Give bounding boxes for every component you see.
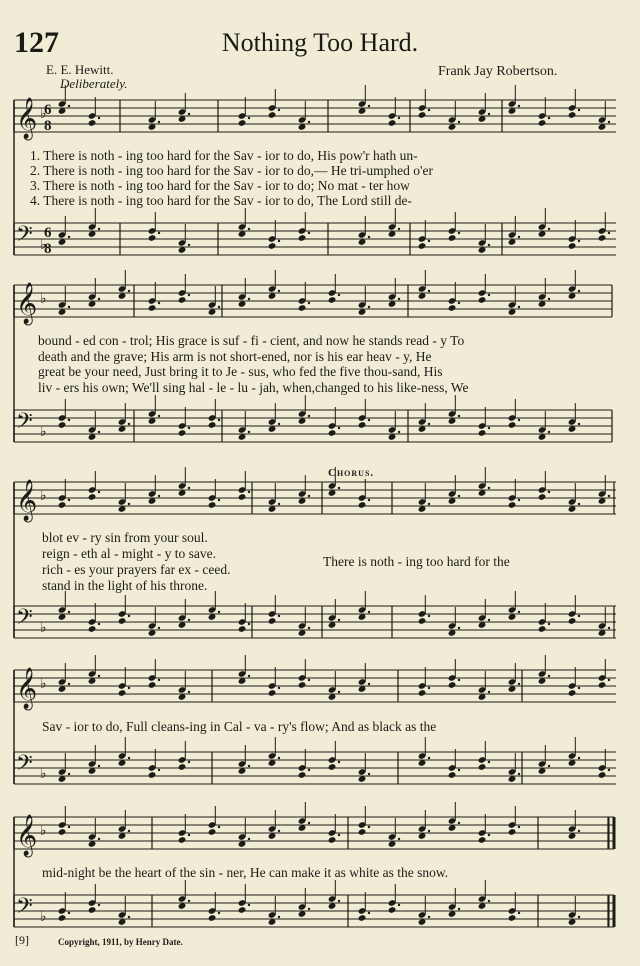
augmentation-dot [308,121,310,123]
augmentation-dot [338,834,340,836]
note-head [508,501,517,509]
augmentation-dot [428,916,430,918]
note-head [538,493,547,501]
note-head [298,771,307,779]
augmentation-dot [218,611,220,613]
augmentation-dot [518,306,520,308]
flat-key-signature-icon: ♭ [40,424,47,440]
augmentation-dot [128,830,130,832]
flat-key-signature-icon: ♭ [40,909,47,925]
note-head [448,681,457,689]
augmentation-dot [368,912,370,914]
augmentation-dot [188,244,190,246]
augmentation-dot [488,834,490,836]
note-head [178,429,187,437]
augmentation-dot [68,773,70,775]
augmentation-dot [458,769,460,771]
note-head [298,681,307,689]
augmentation-dot [68,236,70,238]
augmentation-dot [398,117,400,119]
augmentation-dot [488,427,490,429]
augmentation-dot [98,298,100,300]
augmentation-dot [368,683,370,685]
augmentation-dot [488,761,490,763]
augmentation-dot [98,431,100,433]
augmentation-dot [188,427,190,429]
augmentation-dot [518,611,520,613]
augmentation-dot [368,419,370,421]
augmentation-dot [368,826,370,828]
augmentation-dot [368,611,370,613]
note-head [148,234,157,242]
augmentation-dot [578,109,580,111]
note-head [238,493,247,501]
note-head [148,304,157,312]
augmentation-dot [398,838,400,840]
augmentation-dot [188,619,190,621]
augmentation-dot [218,826,220,828]
note-head [388,906,397,914]
note-head [538,625,547,633]
augmentation-dot [428,687,430,689]
augmentation-dot [428,109,430,111]
note-head [148,681,157,689]
augmentation-dot [608,232,610,234]
note-head [508,828,517,836]
verse-1-line-3: blot ev - ry sin from your soul. [42,530,208,545]
note-head [58,421,67,429]
augmentation-dot [578,687,580,689]
augmentation-dot [428,503,430,505]
note-head [238,906,247,914]
augmentation-dot [578,757,580,759]
note-head [178,836,187,844]
note-head [418,617,427,625]
augmentation-dot [608,495,610,497]
augmentation-dot [458,121,460,123]
augmentation-dot [308,495,310,497]
augmentation-dot [338,427,340,429]
augmentation-dot [278,423,280,425]
tempo-marking: Deliberately. [60,76,128,91]
verse-4-line-1: 4. There is noth - ing too hard for the Sav - ior to do, The Lord still de- [30,193,412,208]
augmentation-dot [248,298,250,300]
time-signature-numerator: 6 [44,225,52,241]
verse-3-line-2: great be your need, Just bring it to Je - sus, who fed the five thou-sand, His [38,364,443,379]
note-head [448,234,457,242]
note-head [178,763,187,771]
note-head [148,771,157,779]
augmentation-dot [518,773,520,775]
bass-clef-icon: 𝄢 [16,409,33,439]
augmentation-dot [578,916,580,918]
note-head [268,689,277,697]
augmentation-dot [458,908,460,910]
flat-key-signature-icon: ♭ [40,823,47,839]
augmentation-dot [158,415,160,417]
augmentation-dot [548,117,550,119]
treble-clef-icon: 𝄞 [16,98,38,139]
augmentation-dot [278,830,280,832]
augmentation-dot [308,908,310,910]
note-head [208,501,217,509]
note-head [598,681,607,689]
note-head [508,421,517,429]
augmentation-dot [398,298,400,300]
note-head [88,493,97,501]
augmentation-dot [578,240,580,242]
augmentation-dot [398,431,400,433]
treble-clef-icon: 𝄞 [16,668,38,709]
augmentation-dot [548,431,550,433]
augmentation-dot [518,912,520,914]
note-head [478,836,487,844]
augmentation-dot [548,623,550,625]
augmentation-dot [578,503,580,505]
author-credit: E. E. Hewitt. [46,62,114,77]
note-head [208,914,217,922]
augmentation-dot [578,830,580,832]
note-head [358,828,367,836]
augmentation-dot [458,679,460,681]
augmentation-dot [428,757,430,759]
note-head [88,906,97,914]
augmentation-dot [308,679,310,681]
augmentation-dot [608,769,610,771]
augmentation-dot [158,232,160,234]
note-head [358,501,367,509]
flat-key-signature-icon: ♭ [40,676,47,692]
note-head [88,119,97,127]
augmentation-dot [338,761,340,763]
note-head [178,296,187,304]
verse-2-line-3: reign - eth al - might - y to save. [42,546,216,561]
augmentation-dot [458,822,460,824]
verse-1-line-2: bound - ed con - trol; His grace is suf - fi - cient, and now he stands read - y To [38,333,465,348]
augmentation-dot [338,900,340,902]
augmentation-dot [188,294,190,296]
augmentation-dot [278,757,280,759]
augmentation-dot [368,499,370,501]
augmentation-dot [458,232,460,234]
note-head [298,304,307,312]
note-head [478,763,487,771]
note-head [208,421,217,429]
note-head [418,242,427,250]
note-head [328,836,337,844]
augmentation-dot [578,615,580,617]
augmentation-dot [248,623,250,625]
note-head [268,111,277,119]
augmentation-dot [488,619,490,621]
augmentation-dot [248,904,250,906]
augmentation-dot [278,290,280,292]
note-head [328,763,337,771]
augmentation-dot [458,415,460,417]
note-head [598,771,607,779]
augmentation-dot [158,121,160,123]
augmentation-dot [68,419,70,421]
augmentation-dot [248,117,250,119]
augmentation-dot [128,423,130,425]
chorus-line-3: mid-night be the heart of the sin - ner, He can make it as white as the snow. [42,865,449,880]
note-head [418,111,427,119]
note-head [238,625,247,633]
note-head [58,501,67,509]
flat-key-signature-icon: ♭ [40,766,47,782]
augmentation-dot [548,675,550,677]
augmentation-dot [278,503,280,505]
treble-clef-icon: 𝄞 [16,815,38,856]
note-head [118,689,127,697]
augmentation-dot [338,691,340,693]
augmentation-dot [428,240,430,242]
augmentation-dot [488,294,490,296]
hymn-number: 127 [14,26,59,59]
augmentation-dot [608,121,610,123]
flat-key-signature-icon: ♭ [40,237,47,253]
augmentation-dot [188,691,190,693]
augmentation-dot [278,615,280,617]
augmentation-dot [458,495,460,497]
augmentation-dot [578,423,580,425]
augmentation-dot [68,683,70,685]
augmentation-dot [398,228,400,230]
augmentation-dot [488,691,490,693]
augmentation-dot [188,487,190,489]
augmentation-dot [368,236,370,238]
augmentation-dot [68,105,70,107]
augmentation-dot [248,765,250,767]
note-head [568,617,577,625]
augmentation-dot [278,687,280,689]
augmentation-dot [368,773,370,775]
augmentation-dot [338,619,340,621]
augmentation-dot [158,302,160,304]
augmentation-dot [68,611,70,613]
augmentation-dot [98,491,100,493]
copyright-notice: Copyright, 1911, by Henry Date. [58,937,183,947]
augmentation-dot [428,423,430,425]
augmentation-dot [368,105,370,107]
note-head [478,296,487,304]
note-head [88,625,97,633]
augmentation-dot [158,769,160,771]
augmentation-dot [98,838,100,840]
augmentation-dot [518,105,520,107]
augmentation-dot [218,499,220,501]
augmentation-dot [278,916,280,918]
augmentation-dot [158,627,160,629]
composer-credit: Frank Jay Robertson. [438,64,558,79]
bass-clef-icon: 𝄢 [16,751,33,781]
augmentation-dot [68,912,70,914]
augmentation-dot [278,240,280,242]
augmentation-dot [488,113,490,115]
augmentation-dot [188,761,190,763]
augmentation-dot [98,228,100,230]
note-head [568,689,577,697]
augmentation-dot [158,679,160,681]
flat-key-signature-icon: ♭ [40,106,47,122]
augmentation-dot [128,916,130,918]
augmentation-dot [68,826,70,828]
augmentation-dot [248,675,250,677]
augmentation-dot [518,419,520,421]
augmentation-dot [248,431,250,433]
verse-4-line-2: liv - ers his own; We'll sing hal - le - lu - jah, when,changed to his like-ness, We [38,380,469,395]
augmentation-dot [98,623,100,625]
time-signature-denominator: 8 [44,118,52,134]
note-head [418,689,427,697]
treble-clef-icon: 𝄞 [16,283,38,324]
augmentation-dot [248,228,250,230]
page-number: [9] [15,933,29,947]
augmentation-dot [98,675,100,677]
augmentation-dot [158,495,160,497]
augmentation-dot [458,302,460,304]
note-head [58,914,67,922]
augmentation-dot [338,487,340,489]
verse-3-line-1: 3. There is noth - ing too hard for the Sav - ior to do; No mat - ter how [30,178,410,193]
chorus-line-2: Sav - ior to do, Full cleans-ing in Cal - va - ry's flow; And as black as the [42,719,437,734]
augmentation-dot [278,109,280,111]
augmentation-dot [128,687,130,689]
augmentation-dot [218,912,220,914]
augmentation-dot [488,487,490,489]
augmentation-dot [188,900,190,902]
note-head [328,429,337,437]
note-head [238,119,247,127]
flat-key-signature-icon: ♭ [40,488,47,504]
note-head [568,111,577,119]
note-head [328,296,337,304]
augmentation-dot [248,491,250,493]
augmentation-dot [458,627,460,629]
verse-2-line-2: death and the grave; His arm is not short-ened, nor is his ear heav - y, He [38,349,432,364]
augmentation-dot [218,419,220,421]
bass-clef-icon: 𝄢 [16,222,33,252]
augmentation-dot [308,302,310,304]
augmentation-dot [428,830,430,832]
note-head [508,914,517,922]
augmentation-dot [488,900,490,902]
augmentation-dot [308,627,310,629]
augmentation-dot [608,679,610,681]
treble-clef-icon: 𝄞 [16,480,38,521]
augmentation-dot [188,113,190,115]
augmentation-dot [98,765,100,767]
note-head [58,828,67,836]
time-signature-denominator: 8 [44,241,52,257]
note-head [568,242,577,250]
augmentation-dot [368,306,370,308]
augmentation-dot [548,765,550,767]
augmentation-dot [308,769,310,771]
bass-clef-icon: 𝄢 [16,894,33,924]
augmentation-dot [428,290,430,292]
augmentation-dot [128,615,130,617]
note-head [598,234,607,242]
augmentation-dot [188,834,190,836]
chorus-label: Chorus. [328,467,375,479]
flat-key-signature-icon: ♭ [40,620,47,636]
note-head [388,119,397,127]
augmentation-dot [398,904,400,906]
augmentation-dot [128,290,130,292]
note-head [298,234,307,242]
verse-1-line-1: 1. There is noth - ing too hard for the Sav - ior to do, His pow'r hath un- [30,148,418,163]
augmentation-dot [98,117,100,119]
note-head [448,304,457,312]
note-head [448,771,457,779]
augmentation-dot [68,499,70,501]
augmentation-dot [518,826,520,828]
augmentation-dot [548,228,550,230]
augmentation-dot [518,236,520,238]
augmentation-dot [518,499,520,501]
augmentation-dot [308,415,310,417]
augmentation-dot [248,838,250,840]
augmentation-dot [128,503,130,505]
note-head [538,119,547,127]
augmentation-dot [98,904,100,906]
note-head [268,617,277,625]
time-signature-numerator: 6 [44,102,52,118]
augmentation-dot [308,822,310,824]
bass-clef-icon: 𝄢 [16,605,33,635]
note-head [208,828,217,836]
chorus-line-1: There is noth - ing too hard for the [323,554,510,569]
augmentation-dot [518,683,520,685]
note-head [118,617,127,625]
verse-3-line-3: rich - es your prayers far ex - ceed. [42,562,231,577]
augmentation-dot [128,757,130,759]
augmentation-dot [68,306,70,308]
note-head [358,421,367,429]
augmentation-dot [488,244,490,246]
hymn-title: Nothing Too Hard. [221,28,419,57]
augmentation-dot [218,306,220,308]
verse-4-line-3: stand in the light of his throne. [42,578,208,593]
note-head [268,242,277,250]
augmentation-dot [578,290,580,292]
augmentation-dot [548,491,550,493]
note-head [478,429,487,437]
augmentation-dot [548,298,550,300]
augmentation-dot [428,615,430,617]
augmentation-dot [338,294,340,296]
verse-2-line-1: 2. There is noth - ing too hard for the Sav - ior to do,— He tri-umphed o'er [30,163,433,178]
note-head [358,914,367,922]
flat-key-signature-icon: ♭ [40,291,47,307]
augmentation-dot [308,232,310,234]
augmentation-dot [608,627,610,629]
